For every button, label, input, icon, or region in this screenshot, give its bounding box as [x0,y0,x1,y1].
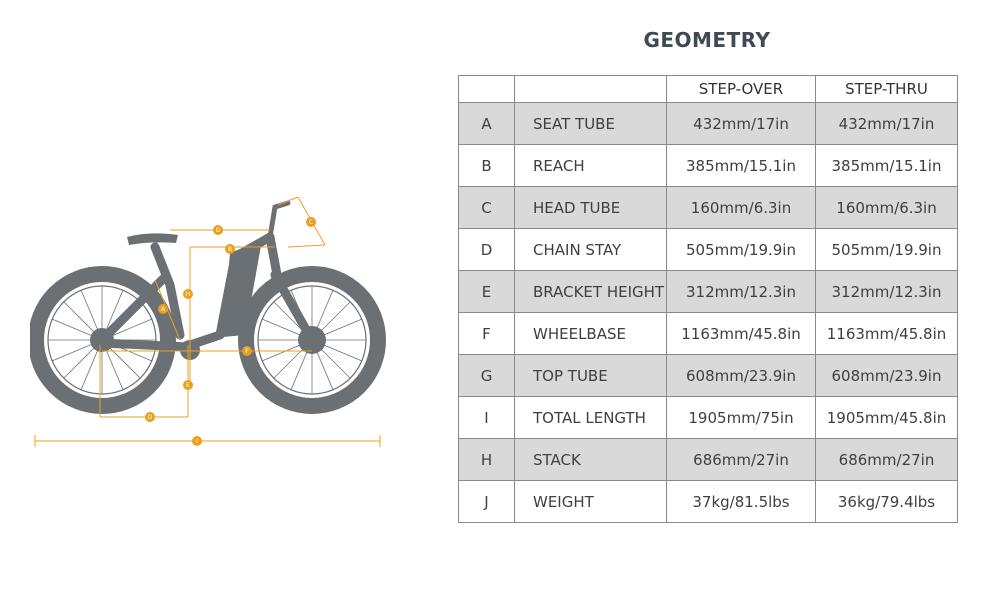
row-code: E [459,271,515,313]
svg-text:C: C [308,219,314,226]
svg-text:G: G [215,227,221,234]
step-over-value: 686mm/27in [667,439,816,481]
row-name: TOP TUBE [515,355,667,397]
step-thru-value: 432mm/17in [816,103,958,145]
table-row [459,439,958,481]
step-thru-value: 1163mm/45.8in [816,313,958,355]
row-code: H [459,439,515,481]
step-thru-value: 1905mm/45.8in [816,397,958,439]
header-empty-cell [459,76,515,103]
column-header-step-over: STEP-OVER [667,76,816,103]
table-row [459,103,958,145]
row-code: B [459,145,515,187]
table-row [459,355,958,397]
step-over-value: 1905mm/75in [667,397,816,439]
bike-geometry-diagram [30,185,390,455]
step-thru-value: 505mm/19.9in [816,229,958,271]
row-name: WEIGHT [515,481,667,523]
row-name: WHEELBASE [515,313,667,355]
table-row [459,481,958,523]
svg-text:E: E [186,382,190,389]
step-thru-value: 686mm/27in [816,439,958,481]
table-row [459,187,958,229]
row-name: BRACKET HEIGHT [515,271,667,313]
row-name: TOTAL LENGTH [515,397,667,439]
column-header-step-thru: STEP-THRU [816,76,958,103]
svg-text:D: D [147,414,153,421]
step-over-value: 160mm/6.3in [667,187,816,229]
step-over-value: 608mm/23.9in [667,355,816,397]
row-name: HEAD TUBE [515,187,667,229]
table-row [459,229,958,271]
page-title: GEOMETRY [643,28,771,52]
row-name: CHAIN STAY [515,229,667,271]
table-row [459,271,958,313]
row-code: J [459,481,515,523]
row-code: G [459,355,515,397]
step-over-value: 1163mm/45.8in [667,313,816,355]
bike-illustration [36,203,378,406]
svg-text:I: I [196,438,198,445]
row-code: I [459,397,515,439]
step-over-value: 312mm/12.3in [667,271,816,313]
svg-text:B: B [227,246,233,253]
row-code: A [459,103,515,145]
table-header-row [459,76,958,103]
row-name: SEAT TUBE [515,103,667,145]
row-code: D [459,229,515,271]
step-thru-value: 36kg/79.4lbs [816,481,958,523]
step-over-value: 432mm/17in [667,103,816,145]
row-code: F [459,313,515,355]
header-empty-cell [515,76,667,103]
row-name: STACK [515,439,667,481]
svg-text:A: A [160,306,166,313]
chain-stay [102,343,188,347]
table-row [459,397,958,439]
geometry-table [458,75,958,523]
table-row [459,145,958,187]
step-thru-value: 385mm/15.1in [816,145,958,187]
step-thru-value: 608mm/23.9in [816,355,958,397]
step-thru-value: 160mm/6.3in [816,187,958,229]
row-code: C [459,187,515,229]
table-row [459,313,958,355]
step-over-value: 505mm/19.9in [667,229,816,271]
step-over-value: 37kg/81.5lbs [667,481,816,523]
step-over-value: 385mm/15.1in [667,145,816,187]
svg-text:F: F [245,348,249,355]
step-thru-value: 312mm/12.3in [816,271,958,313]
handlebar [270,203,288,237]
svg-text:H: H [185,291,191,298]
row-name: REACH [515,145,667,187]
